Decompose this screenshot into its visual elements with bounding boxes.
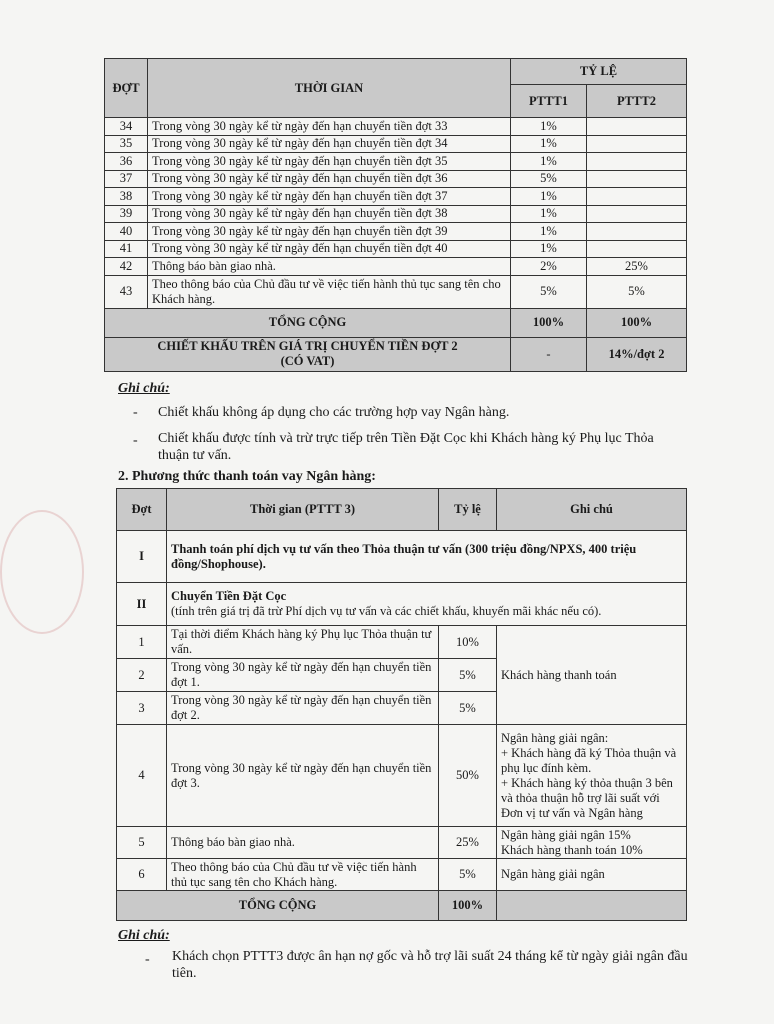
t2-row-thoigian: Theo thông báo của Chủ đầu tư về việc tiến hành thủ tục sang tên cho Khách hàng. — [167, 859, 439, 891]
table1-cell-pttt1: 1% — [511, 135, 587, 153]
table1-row — [105, 188, 687, 206]
table1-cell-dot: 34 — [105, 118, 148, 136]
table1-cell-pttt1: 1% — [511, 205, 587, 223]
t2-row-dot: 1 — [117, 626, 167, 659]
table1-cell-dot: 35 — [105, 135, 148, 153]
t2-row-I-text: Thanh toán phí dịch vụ tư vấn theo Thỏa thuận tư vấn (300 triệu đồng/NPXS, 400 triệu đồng/Shophouse). — [167, 531, 687, 583]
table1-cell-pttt2 — [587, 240, 687, 258]
t2-row-I-dot: I — [117, 531, 167, 583]
table1-cell-dot: 36 — [105, 153, 148, 171]
table1-cell-thoigian: Trong vòng 30 ngày kể từ ngày đến hạn chuyển tiền đợt 36 — [148, 170, 511, 188]
t2-row-thoigian: Thông báo bàn giao nhà. — [167, 827, 439, 859]
table1-cell-pttt2: 25% — [587, 258, 687, 276]
discount-pttt2: 14%/đợt 2 — [587, 337, 687, 371]
notes2-item-1: Khách chọn PTTT3 được ân hạn nợ gốc và hỗ trợ lãi suất 24 tháng kể từ ngày giải ngân đầu tiên. — [172, 949, 688, 981]
table1-row — [105, 223, 687, 241]
t2-row-thoigian: Trong vòng 30 ngày kể từ ngày đến hạn chuyển tiền đợt 1. — [167, 659, 439, 692]
table1-cell-pttt1: 1% — [511, 153, 587, 171]
table1-cell-pttt1: 1% — [511, 240, 587, 258]
t2-row-tyle: 5% — [439, 859, 497, 891]
total-pttt1: 100% — [511, 308, 587, 337]
t2-row-tyle: 10% — [439, 626, 497, 659]
table1-body — [105, 118, 687, 309]
table1-row — [105, 170, 687, 188]
t2-row-thoigian: Tại thời điểm Khách hàng ký Phụ lục Thỏa thuận tư vấn. — [167, 626, 439, 659]
table1-row — [105, 275, 687, 308]
section2-title: 2. Phương thức thanh toán vay Ngân hàng: — [118, 469, 376, 484]
table1-cell-thoigian: Thông báo bàn giao nhà. — [148, 258, 511, 276]
table1-row — [105, 240, 687, 258]
table1-cell-thoigian: Trong vòng 30 ngày kể từ ngày đến hạn chuyển tiền đợt 33 — [148, 118, 511, 136]
total-pttt2: 100% — [587, 308, 687, 337]
payment-schedule-table-2 — [116, 488, 687, 921]
table1-cell-thoigian: Trong vòng 30 ngày kể từ ngày đến hạn chuyển tiền đợt 38 — [148, 205, 511, 223]
t2-row-II-title: Chuyển Tiền Đặt Cọc — [171, 589, 287, 603]
t2-total-tyle: 100% — [439, 891, 497, 921]
t2-row-thoigian: Trong vòng 30 ngày kể từ ngày đến hạn chuyển tiền đợt 2. — [167, 692, 439, 725]
table1-row — [105, 135, 687, 153]
t2-total-label: TỔNG CỘNG — [117, 891, 439, 921]
bullet-dash: - — [145, 952, 150, 967]
table1-cell-thoigian: Trong vòng 30 ngày kể từ ngày đến hạn chuyển tiền đợt 35 — [148, 153, 511, 171]
t2-header-ghichu: Ghi chú — [497, 489, 687, 531]
table1-cell-pttt1: 1% — [511, 223, 587, 241]
t2-row-ghichu: Ngân hàng giải ngân — [497, 859, 687, 891]
table1-cell-dot: 42 — [105, 258, 148, 276]
header-pttt1: PTTT1 — [511, 85, 587, 118]
table1-cell-pttt1: 5% — [511, 275, 587, 308]
table1-cell-pttt2 — [587, 118, 687, 136]
table1-cell-thoigian: Trong vòng 30 ngày kể từ ngày đến hạn chuyển tiền đợt 40 — [148, 240, 511, 258]
header-dot: ĐỢT — [105, 59, 148, 118]
table1-cell-dot: 37 — [105, 170, 148, 188]
t2-row-dot: 2 — [117, 659, 167, 692]
table1-cell-pttt2 — [587, 205, 687, 223]
table1-cell-pttt2: 5% — [587, 275, 687, 308]
table1-cell-dot: 43 — [105, 275, 148, 308]
t2-row-tyle: 50% — [439, 725, 497, 827]
bullet-dash: - — [133, 433, 138, 448]
notes1-title: Ghi chú: — [118, 381, 170, 396]
table1-cell-pttt1: 5% — [511, 170, 587, 188]
t2-row-ghichu: Ngân hàng giải ngân: + Khách hàng đã ký Thỏa thuận và phụ lục đính kèm. + Khách hàng ký thỏa thuận 3 bên và thỏa thuận hỗ trợ lãi suất với Đơn vị tư vấn và Ngân hàng — [497, 725, 687, 827]
t2-header-tyle: Tỷ lệ — [439, 489, 497, 531]
t2-merged-note: Khách hàng thanh toán — [497, 626, 687, 725]
t2-row-II-dot: II — [117, 583, 167, 626]
table1-cell-pttt1: 2% — [511, 258, 587, 276]
t2-row-tyle: 25% — [439, 827, 497, 859]
discount-label: CHIẾT KHẤU TRÊN GIÁ TRỊ CHUYỂN TIỀN ĐỢT 2 (CÓ VAT) — [105, 337, 511, 371]
header-thoigian: THỜI GIAN — [148, 59, 511, 118]
t2-row-dot: 4 — [117, 725, 167, 827]
red-stamp-watermark — [0, 510, 84, 634]
table1-cell-thoigian: Trong vòng 30 ngày kể từ ngày đến hạn chuyển tiền đợt 34 — [148, 135, 511, 153]
t2-row-tyle: 5% — [439, 692, 497, 725]
table1-cell-pttt2 — [587, 188, 687, 206]
table1-row — [105, 258, 687, 276]
table1-cell-pttt2 — [587, 170, 687, 188]
t2-row-dot: 3 — [117, 692, 167, 725]
t2-row-II-text — [167, 583, 687, 626]
t2-row-II-sub: (tính trên giá trị đã trừ Phí dịch vụ tư vấn và các chiết khấu, khuyến mãi khác nếu có). — [171, 604, 602, 618]
table1-cell-pttt2 — [587, 153, 687, 171]
table1-cell-pttt2 — [587, 135, 687, 153]
table1-row — [105, 153, 687, 171]
t2-row-tyle: 5% — [439, 659, 497, 692]
total-label: TỔNG CỘNG — [105, 308, 511, 337]
discount-pttt1: - — [511, 337, 587, 371]
header-tyle: TỶ LỆ — [511, 59, 687, 85]
table1-cell-pttt1: 1% — [511, 118, 587, 136]
table1-row — [105, 118, 687, 136]
payment-schedule-table-1 — [104, 58, 687, 372]
table1-cell-thoigian: Theo thông báo của Chủ đầu tư về việc tiến hành thủ tục sang tên cho Khách hàng. — [148, 275, 511, 308]
t2-header-dot: Đợt — [117, 489, 167, 531]
table1-cell-thoigian: Trong vòng 30 ngày kể từ ngày đến hạn chuyển tiền đợt 39 — [148, 223, 511, 241]
table1-cell-dot: 38 — [105, 188, 148, 206]
table1-cell-dot: 41 — [105, 240, 148, 258]
bullet-dash: - — [133, 405, 138, 420]
t2-total-empty — [497, 891, 687, 921]
t2-row-dot: 5 — [117, 827, 167, 859]
notes2-title: Ghi chú: — [118, 928, 170, 943]
notes1-item-2: Chiết khấu được tính và trừ trực tiếp trên Tiền Đặt Cọc khi Khách hàng ký Phụ lục Thỏa thuận tư vấn. — [158, 431, 654, 463]
table1-cell-dot: 40 — [105, 223, 148, 241]
t2-header-thoigian: Thời gian (PTTT 3) — [167, 489, 439, 531]
t2-row-thoigian: Trong vòng 30 ngày kể từ ngày đến hạn chuyển tiền đợt 3. — [167, 725, 439, 827]
table1-cell-dot: 39 — [105, 205, 148, 223]
notes1-item-1: Chiết khấu không áp dụng cho các trường hợp vay Ngân hàng. — [158, 405, 510, 420]
table1-row — [105, 205, 687, 223]
table1-cell-pttt1: 1% — [511, 188, 587, 206]
t2-row-dot: 6 — [117, 859, 167, 891]
table1-cell-pttt2 — [587, 223, 687, 241]
header-pttt2: PTTT2 — [587, 85, 687, 118]
table1-cell-thoigian: Trong vòng 30 ngày kể từ ngày đến hạn chuyển tiền đợt 37 — [148, 188, 511, 206]
t2-row-ghichu: Ngân hàng giải ngân 15% Khách hàng thanh toán 10% — [497, 827, 687, 859]
